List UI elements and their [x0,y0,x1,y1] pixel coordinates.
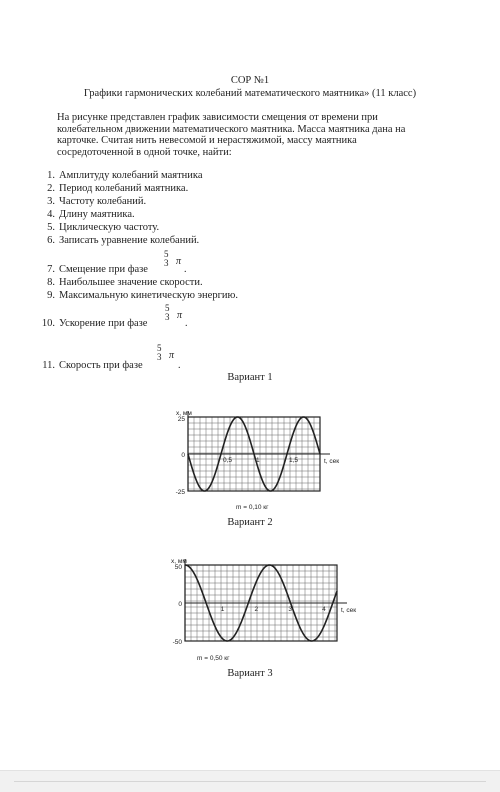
x-tick-label: 1,5 [289,457,299,464]
doc-subtitle: Графики гармонических колебаний математического маятника» (11 класс) [83,88,417,99]
period-q11: . [178,360,181,371]
period-q10: . [185,318,188,329]
viewer-footer [0,770,500,792]
y-axis-label: x, мм [176,410,192,417]
y-tick-label: -50 [172,639,182,646]
x-axis-label: t, сек [324,458,340,465]
variant-2-label: Вариант 2 [227,517,273,528]
para-line-2: колебательном движении математического маятника. Масса маятника дана на [57,123,406,135]
question-7: 7. Смещение при фазе [47,264,148,275]
period-q7: . [184,264,187,275]
pi-q10: π [177,310,183,321]
question-2: 2. Период колебаний маятника. [47,183,189,194]
y-axis-label: x, мм [171,558,187,565]
x-tick-label: 4 [322,606,326,613]
fraction-q11: 5 3 [157,343,162,362]
footer-divider [14,781,486,782]
question-1: 1. Амплитуду колебаний маятника [47,170,203,181]
y-tick-label: 25 [177,416,185,423]
question-6: 6. Записать уравнение колебаний. [47,235,200,246]
y-tick-label: 0 [178,601,182,608]
x-tick-label: 2 [254,606,259,613]
y-tick-label: 50 [174,564,182,571]
y-tick-label: -25 [175,489,185,496]
question-8: 8. Наибольшее значение скорости. [47,277,203,288]
para-line-4: сосредоточенной в одной точке, найти: [57,146,232,158]
question-3: 3. Частоту колебаний. [47,196,147,207]
x-tick-label: 1 [256,457,260,464]
question-9: 9. Максимальную кинетическую энергию. [47,290,238,301]
pi-q7: π [176,256,182,267]
graph-1-mass-label: m = 0,10 кг [236,504,269,511]
question-11: 11. Скорость при фазе [42,360,143,371]
question-5: 5. Циклическую частоту. [47,222,160,233]
graph-variant-2 [167,543,357,663]
question-4: 4. Длину маятника. [47,209,135,220]
para-line-1: На рисунке представлен график зависимости смещения от времени при [57,112,378,123]
y-tick-label: 0 [181,452,185,459]
question-10: 10. Ускорение при фазе [41,318,148,329]
variant-1-label: Вариант 1 [227,372,273,383]
fraction-q7: 5 3 [164,249,169,268]
fraction-q10: 5 3 [165,303,170,322]
para-line-3: карточке. Считая нить невесомой и нерастяжимой, массу маятника [57,135,357,147]
graph-2-mass-label: m = 0,50 кг [197,655,230,662]
doc-title: СОР №1 [230,75,270,86]
graph-1-background [174,395,340,515]
variant-3-label: Вариант 3 [227,668,273,679]
pi-q11: π [169,350,175,361]
graph-variant-1 [174,395,340,515]
x-tick-label: 0,5 [223,457,233,464]
task-paragraph [57,112,472,158]
x-axis-label: t, сек [341,607,357,614]
x-tick-label: 3 [288,606,292,613]
x-tick-label: 1 [220,606,225,613]
